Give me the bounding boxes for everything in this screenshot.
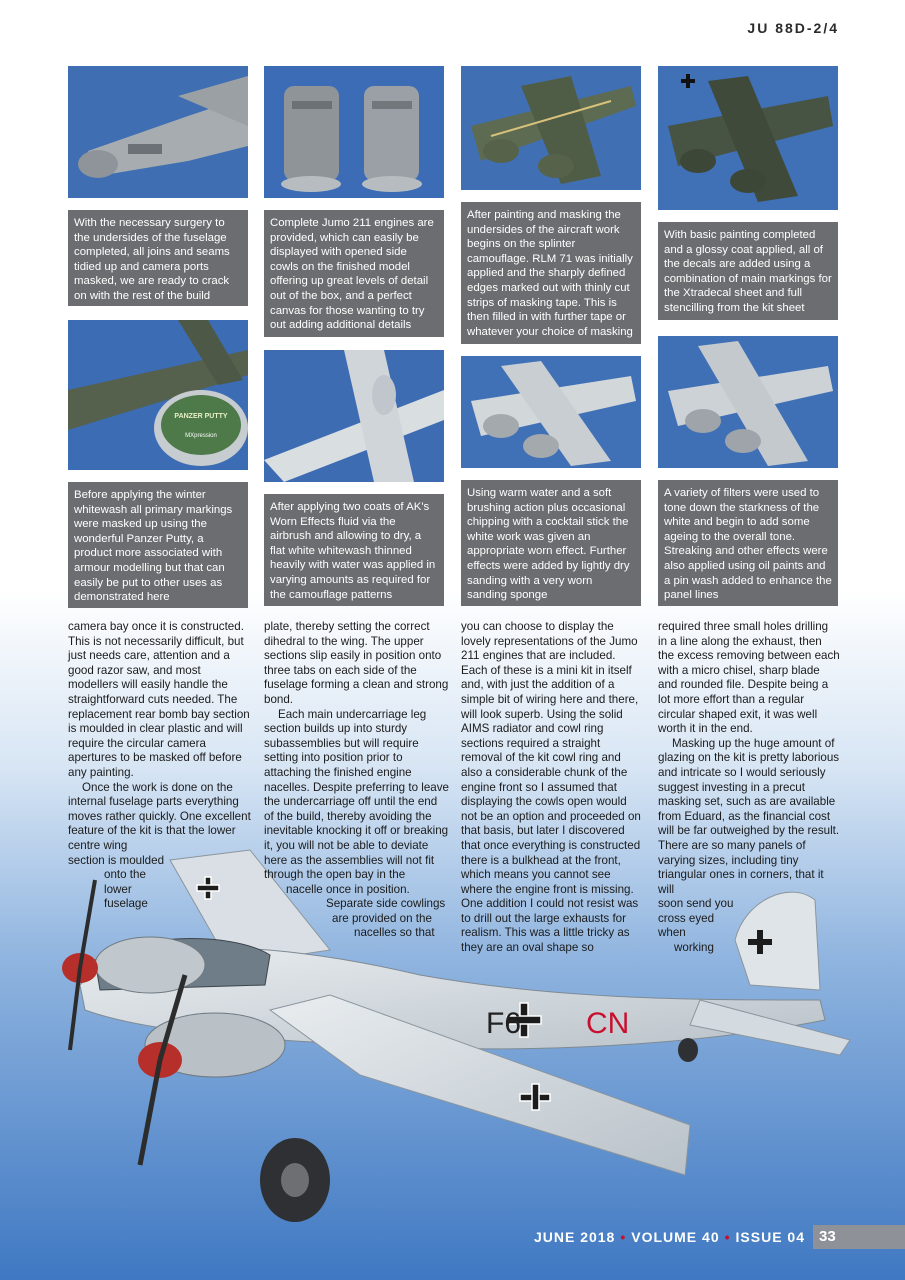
photo-splinter-camouflage — [461, 66, 641, 190]
photo-chipping — [461, 356, 641, 468]
aircraft-code-left: F6 — [486, 1007, 522, 1040]
photo-jumo-engines — [264, 66, 444, 198]
page-number: 33 — [813, 1225, 905, 1249]
body-column-4 — [658, 620, 840, 956]
photo-filters — [658, 336, 838, 468]
page-header-title: JU 88D-2/4 — [747, 20, 839, 36]
caption-decals-applied: With basic painting completed and a glossy coat applied, all of the decals are added using a combination of main markings for the Xtradecal sheet and full stencilling from the kit sheet — [658, 222, 838, 320]
paragraph: Each main undercarriage leg section builds up into sturdy subassemblies but will require setting into position prior to attaching the finished engine nacelles. Despite preferring to leave the undercarriage off until the end of the build, thereby avoiding the inevitable knocking it off or breaking it, you will not be able to deviate here as the assemblies will not fit through the open bay in the — [264, 707, 449, 882]
photo-panzer-putty — [68, 320, 248, 470]
text-line: soon send you — [658, 897, 734, 911]
text-line: working — [674, 941, 714, 955]
photo-fuselage-surgery — [68, 66, 248, 198]
footer-issue-info — [534, 1229, 805, 1245]
caption-worn-effects: After applying two coats of AK's Worn Effects fluid via the airbrush and allowing to dry, a flat white whitewash thinned heavily with water was applied in varying amounts as required for the camouflage patterns — [264, 494, 444, 606]
putty-tin-brand: MXpression — [185, 433, 217, 439]
paragraph: required three small holes drilling in a line along the exhaust, then the excess removing between each with a micro chisel, sharp blade and rounded file. Despite being a lot more effort than a regular circular shaped exit, it was well worth it in the end. — [658, 620, 840, 736]
footer-bullet: • — [620, 1229, 627, 1245]
paragraph: you can choose to display the lovely representations of the Jumo 211 engines that are included. Each of these is a mini kit in itself and, with just the addition of a simple bit of wiring here and there, will look superb. Using the solid AIMS radiator and cowl ring sections required a straight removal of the kit cowl ring and also a considerable chunk of the engine front so I assumed that displaying the cowls open would not be an option and proceeded on that basis, but later I discovered that once everything is constructed there is a bulkhead at the front, which means you cannot see where the engine front is missing. One addition I could not resist was to drill out the large exhausts for realism. This was a little tricky as they are an oval shape so — [461, 620, 641, 955]
text-line: are provided on the — [332, 911, 432, 925]
footer-month: JUNE 2018 — [533, 1229, 616, 1245]
body-column-3 — [461, 620, 643, 956]
text-line: cross eyed — [658, 911, 715, 925]
body-column-1 — [68, 620, 252, 912]
footer-issue: ISSUE 04 — [735, 1229, 805, 1245]
text-line: section is moulded — [68, 853, 165, 867]
text-line: when — [658, 926, 686, 940]
caption-filters: A variety of filters were used to tone down the starkness of the white and begin to add some ageing to the overall tone. Streaking and other effects were also applied using oil paints and a pin wash added to enhance the panel lines — [658, 480, 838, 606]
footer-volume: VOLUME 40 — [631, 1229, 720, 1245]
paragraph: plate, thereby setting the correct dihedral to the wing. The upper sections slip easily in position onto three tabs on each side of the fuselage forming a clean and strong bond. — [264, 620, 449, 706]
text-line: nacelle once in position. — [286, 882, 410, 896]
caption-panzer-putty: Before applying the winter whitewash all primary markings were masked up using the wonderful Panzer Putty, a product more associated with armour modelling but that can easily be put to other uses as demonstrated here — [68, 482, 248, 608]
text-line: fuselage — [104, 897, 148, 911]
putty-tin-label: PANZER PUTTY — [174, 413, 228, 420]
text-line: lower — [104, 882, 132, 896]
footer-bullet: • — [724, 1229, 731, 1245]
text-line: Separate side cowlings — [326, 897, 446, 911]
aircraft-code-right: CN — [586, 1007, 630, 1040]
body-column-2 — [264, 620, 450, 941]
paragraph: Masking up the huge amount of glazing on the kit is pretty laborious and intricate so I would seriously suggest investing in a precut masking set, such as are available from Eduard, as the financial cost will be far outweighed by the result. There are so many panels of varying sizes, including tiny triangular ones in corners, that it will — [658, 736, 840, 896]
photo-decals-applied — [658, 66, 838, 210]
paragraph: camera bay once it is constructed. This is not necessarily difficult, but just needs care, attention and a good razor saw, and most modellers will easily handle the straightforward cuts needed. The replacement rear bomb bay section is moulded in clear plastic and will require the circular camera apertures to be masked off before any painting. — [68, 620, 250, 779]
text-line: nacelles so that — [354, 926, 435, 940]
caption-jumo-engines: Complete Jumo 211 engines are provided, which can easily be displayed with opened side cowls on the finished model offering up great levels of detail out of the box, and a perfect canvas for those wanting to try out adding additional details — [264, 210, 444, 337]
caption-fuselage-surgery: With the necessary surgery to the undersides of the fuselage completed, all joins and seams tidied up and camera ports masked, we are ready to crack on with the rest of the build — [68, 210, 248, 306]
caption-splinter-camouflage: After painting and masking the undersides of the aircraft work begins on the splinter camouflage. RLM 71 was initially applied and the sharply defined edges marked out with thinly cut strips of masking tape. This is then filled in with further tape or whatever your choice of masking — [461, 202, 641, 344]
photo-worn-effects — [264, 350, 444, 482]
text-line: onto the — [104, 868, 146, 882]
paragraph: Once the work is done on the internal fuselage parts everything moves rather quickly. One excellent feature of the kit is that the lower centre wing — [68, 780, 251, 852]
caption-chipping: Using warm water and a soft brushing action plus occasional chipping with a cocktail stick the white work was given an appropriate worn effect. Further effects were added by lightly dry sanding with a very worn sanding sponge — [461, 480, 641, 606]
